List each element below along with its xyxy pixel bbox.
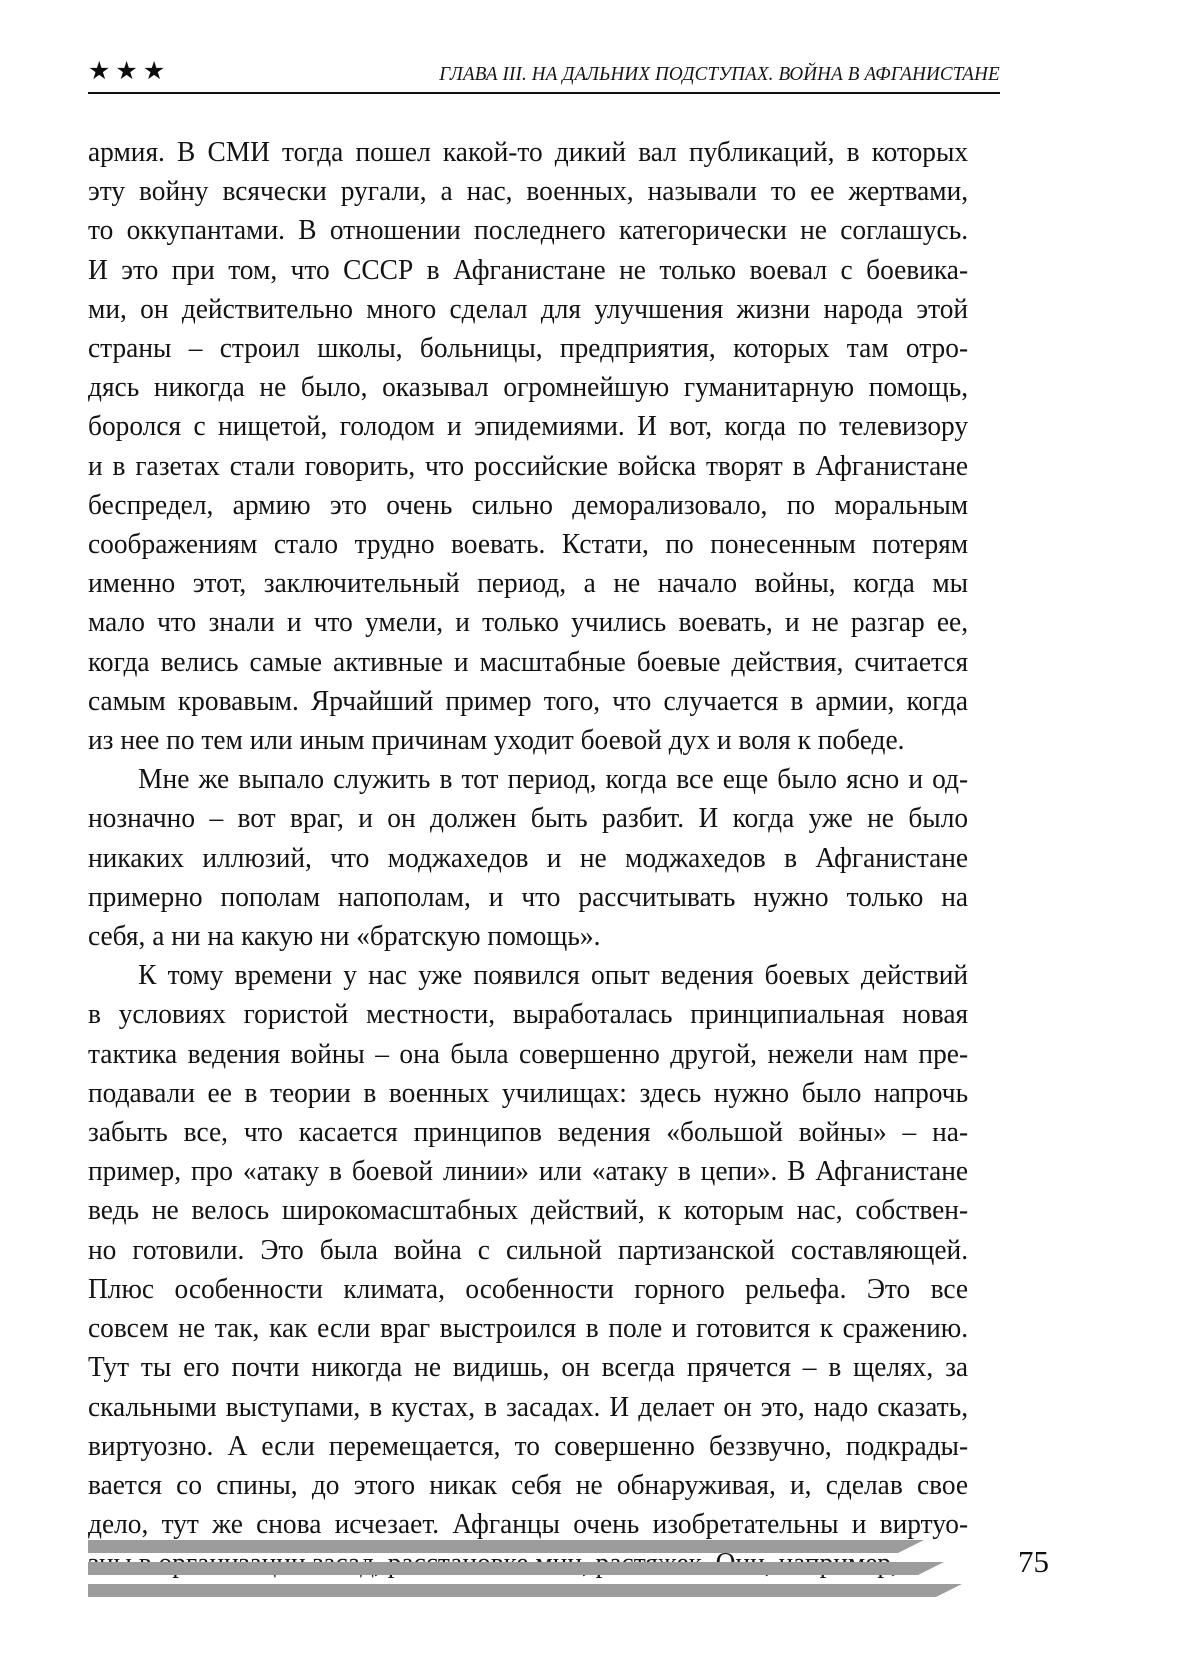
- text-line: подавали ее в теории в военных училищах: здесь нужно было напрочь: [88, 1077, 969, 1109]
- text-line: никаких иллюзий, что моджахедов и не моджахедов в Афганистане: [88, 842, 969, 874]
- text-line: К тому времени у нас уже появился опыт ведения боевых действий: [138, 960, 969, 992]
- text-line: армия. В СМИ тогда пошел какой-то дикий вал публикаций, в которых: [88, 137, 969, 168]
- text-line: скальными выступами, в кустах, в засадах. И делает он это, надо сказать,: [88, 1391, 969, 1423]
- paragraph-1: [88, 133, 968, 760]
- text-line: нозначно – вот враг, и он должен быть разбит. И когда уже не было: [88, 803, 969, 835]
- header-row: [88, 52, 1000, 86]
- text-line: боролся с нищетой, голодом и эпидемиями. И вот, когда по телевизору: [88, 411, 969, 443]
- text-line: то оккупантами. В отношении последнего категорически не соглашусь.: [88, 215, 969, 247]
- page-footer: [88, 1538, 1098, 1612]
- text-line: виртуозно. А если перемещается, то совершенно беззвучно, подкрады-: [88, 1430, 969, 1462]
- text-line: соображениям стало трудно воевать. Кстати, по понесенным потерям: [88, 529, 969, 561]
- text-line: именно этот, заключительный период, а не начало войны, когда мы: [88, 568, 969, 600]
- running-header: [88, 52, 1000, 96]
- paragraph-3: [88, 956, 968, 1583]
- ornament-bar: [88, 1562, 918, 1575]
- text-line: вается со спины, до этого никак себя не обнаруживая, и, сделав свое: [88, 1469, 969, 1501]
- text-line: примерно пополам напополам, и что рассчитывать нужно только на: [88, 881, 969, 913]
- ornament-bar: [88, 1584, 936, 1597]
- chapter-title: ГЛАВА III. НА ДАЛЬНИХ ПОДСТУПАХ. ВОЙНА В АФГАНИСТАНЕ: [439, 63, 1000, 85]
- paragraph-2: [88, 760, 968, 956]
- text-line: пример, про «атаку в боевой линии» или «атаку в цепи». В Афганистане: [88, 1156, 969, 1188]
- text-line: самым кровавым. Ярчайший пример того, что случается в армии, когда: [88, 685, 969, 717]
- text-line: но готовили. Это была война с сильной партизанской составляющей.: [88, 1234, 969, 1266]
- text-line: и в газетах стали говорить, что российские войска творят в Афганистане: [88, 450, 969, 482]
- text-line: Тут ты его почти никогда не видишь, он всегда прячется – в щелях, за: [88, 1352, 969, 1384]
- text-line: беспредел, армию это очень сильно деморализовало, по моральным: [88, 489, 969, 521]
- header-rule: [88, 92, 1000, 94]
- text-line: страны – строил школы, больницы, предприятия, которых там отро-: [88, 333, 969, 365]
- text-line: дясь никогда не было, оказывал огромнейшую гуманитарную помощь,: [88, 372, 969, 404]
- three-stars-icon: ★★★: [88, 58, 171, 85]
- text-line: ведь не велось широкомасштабных действий, к которым нас, собствен-: [88, 1195, 969, 1227]
- text-line: в условиях гористой местности, выработалась принципиальная новая: [88, 999, 969, 1031]
- text-line: мало что знали и что умели, и только учились воевать, и не разгар ее,: [88, 607, 969, 639]
- text-line: тактика ведения войны – она была совершенно другой, нежели нам пре-: [88, 1038, 969, 1070]
- triple-tapered-bar-ornament: [88, 1538, 968, 1608]
- ornament-bar: [88, 1540, 898, 1553]
- page-number: 75: [1018, 1544, 1049, 1579]
- text-line: дело, тут же снова исчезает. Афганцы очень изобретательны и виртуо-: [88, 1509, 969, 1541]
- text-line: Плюс особенности климата, особенности горного рельефа. Это все: [88, 1273, 969, 1305]
- text-line: себя, а ни на какую ни «братскую помощь».: [88, 921, 601, 953]
- text-line: ми, он действительно много сделал для улучшения жизни народа этой: [88, 293, 969, 325]
- text-line: когда велись самые активные и масштабные боевые действия, считается: [88, 646, 969, 678]
- text-line: из нее по тем или иным причинам уходит боевой дух и воля к победе.: [88, 725, 905, 757]
- page-body: [88, 133, 1000, 1584]
- text-line: забыть все, что касается принципов ведения «большой войны» – на-: [88, 1117, 969, 1149]
- text-line: совсем не так, как если враг выстроился в поле и готовится к сражению.: [88, 1313, 969, 1345]
- text-line: Мне же выпало служить в тот период, когда все еще было ясно и од-: [138, 764, 969, 796]
- text-line: И это при том, что СССР в Афганистане не только воевал с боевика-: [88, 254, 969, 286]
- text-line: эту войну всячески ругали, а нас, военных, называли то ее жертвами,: [88, 176, 969, 208]
